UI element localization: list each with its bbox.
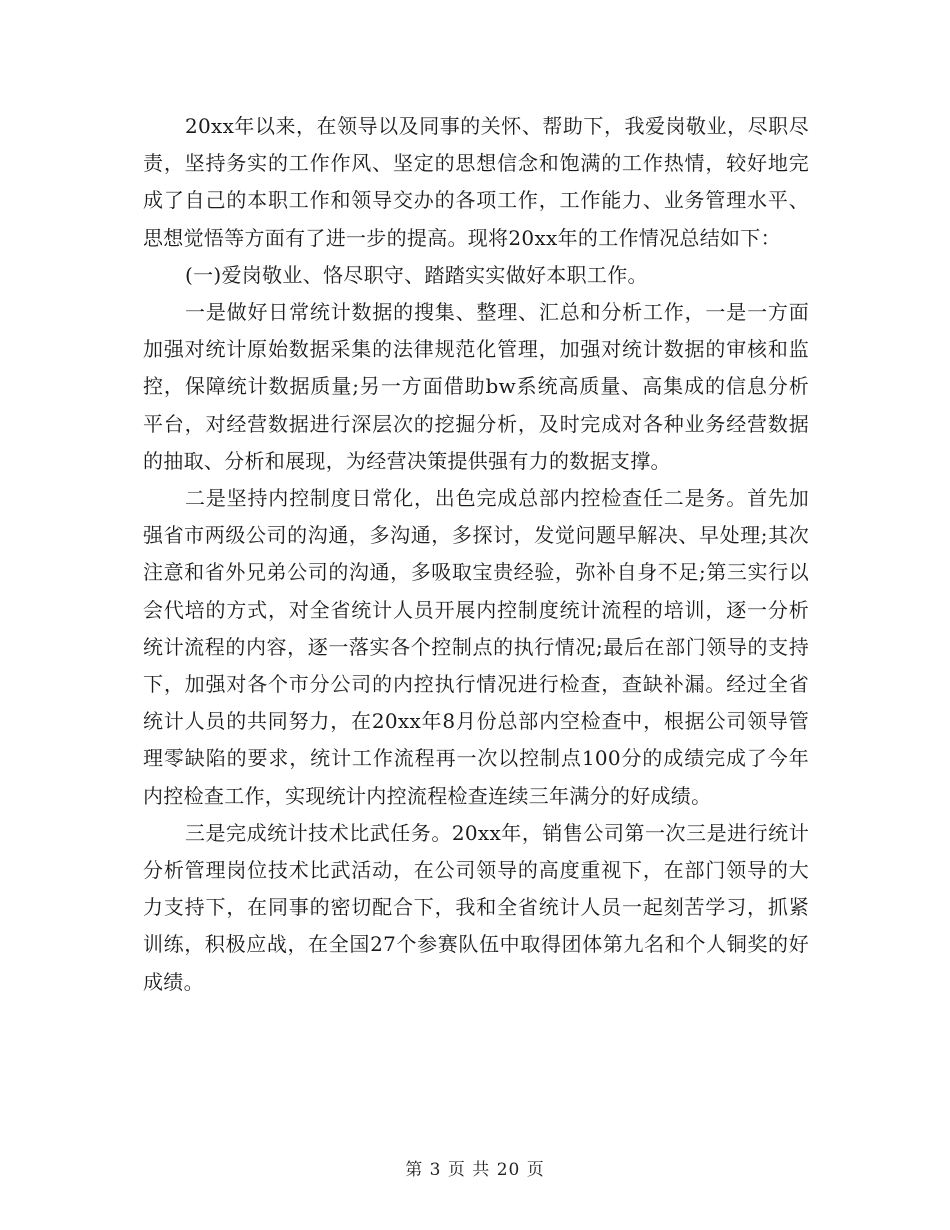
paragraph-item-two: 二是坚持内控制度日常化，出色完成总部内控检查任二是务。首先加强省市两级公司的沟通，多沟通，多探讨，发觉问题早解决、早处理;其次注意和省外兄弟公司的沟通，多吸取宝贵经验，弥补自身不足;第三实行以会代培的方式，对全省统计人员开展内控制度统计流程的培训，逐一分析统计流程的内容，逐一落实各个控制点的执行情况;最后在部门领导的支持下，加强对各个市分公司的内控执行情况进行检查，查缺补漏。经过全省统计人员的共同努力，在20xx年8月份总部内空检查中，根据公司领导管理零缺陷的要求，统计工作流程再一次以控制点100分的成绩完成了今年内控检查工作，实现统计内控流程检查连续三年满分的好成绩。	[143, 486, 809, 808]
document-body	[143, 108, 809, 1001]
paragraph-item-one: 一是做好日常统计数据的搜集、整理、汇总和分析工作，一是一方面加强对统计原始数据采集的法律规范化管理，加强对统计数据的审核和监控，保障统计数据质量;另一方面借助bw系统高质量、高集成的信息分析平台，对经营数据进行深层次的挖掘分析，及时完成对各种业务经营数据的抽取、分析和展现，为经营决策提供强有力的数据支撑。	[143, 300, 809, 473]
paragraph-intro: 20xx年以来，在领导以及同事的关怀、帮助下，我爱岗敬业，尽职尽责，坚持务实的工作作风、坚定的思想信念和饱满的工作热情，较好地完成了自己的本职工作和领导交办的各项工作，工作能力、业务管理水平、思想觉悟等方面有了进一步的提高。现将20xx年的工作情况总结如下：	[143, 114, 809, 250]
paragraph-item-three: 三是完成统计技术比武任务。20xx年，销售公司第一次三是进行统计分析管理岗位技术比武活动，在公司领导的高度重视下，在部门领导的大力支持下，在同事的密切配合下，我和全省统计人员一起刻苦学习，抓紧训练，积极应战，在全国27个参赛队伍中取得团体第九名和个人铜奖的好成绩。	[143, 820, 809, 994]
paragraph-section-heading: (一)爱岗敬业、恪尽职守、踏踏实实做好本职工作。	[185, 262, 648, 287]
page-footer: 第 3 页 共 20 页	[405, 1160, 545, 1180]
